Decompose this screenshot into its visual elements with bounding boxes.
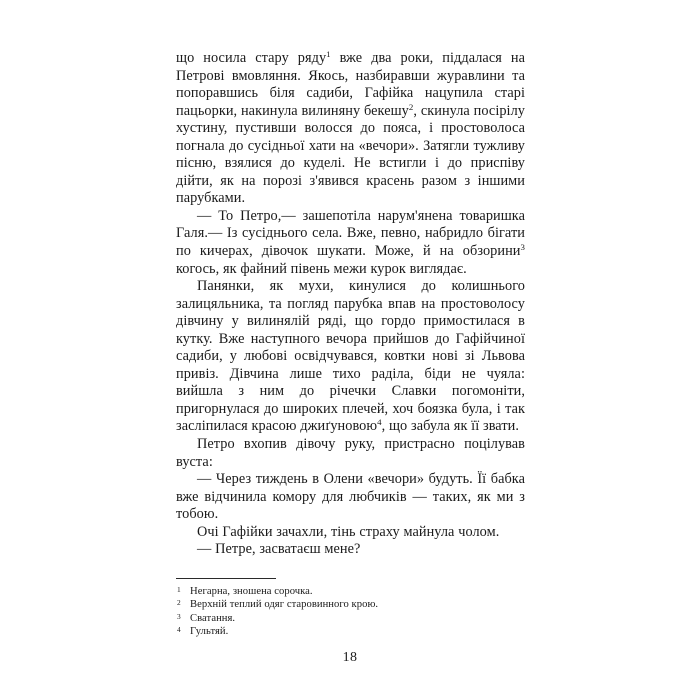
footnote-separator-rule bbox=[176, 578, 276, 579]
paragraph: — Через тиждень в Олени «вечори» будуть. Її бабка вже відчинила комору для любчиків — таких, як ми з тобою. bbox=[176, 471, 525, 523]
paragraph: — То Петро,— зашепотіла нарум'янена товаришка Галя.— Із сусіднього села. Вже, певно, набридло бігати по кичерах, дівочок шукати. Може, й на обзорини$^3$ когось, як файний півень межи курок виглядає. bbox=[176, 207, 525, 277]
footnote-marker: 4 bbox=[177, 625, 181, 635]
footnote-item bbox=[176, 598, 525, 611]
footnote-list bbox=[176, 585, 525, 639]
footnote-item bbox=[176, 612, 525, 625]
page-number: 18 bbox=[342, 650, 358, 665]
footnote-item bbox=[176, 585, 525, 598]
paragraph: Петро вхопив дівочу руку, пристрасно поцілував вуста: bbox=[176, 436, 525, 470]
footnote-marker: 1 bbox=[177, 584, 181, 594]
footnote-text: Верхній теплий одяг старовинного крою. bbox=[190, 599, 379, 611]
footnote-text: Гультяй. bbox=[190, 626, 229, 638]
footnote-item bbox=[176, 625, 525, 638]
footnote-marker: 2 bbox=[177, 598, 181, 608]
footnotes-block bbox=[176, 578, 525, 639]
footnote-marker: 3 bbox=[177, 611, 181, 621]
paragraph: що носила стару ряду$^1$ вже два роки, піддалася на Петрові вмовляння. Якось, назбиравши журавлини та попоравшись біля садиби, Гафійка нацупила старі пацьорки, накинула вилиняну бекешу$^2$, скинула посірілу хустину, пустивши волосся до пояса, і простоволоса погнала до сусідньої хати на «вечори». Затягли тужливу пісню, взялися до куделі. Не встигли і до приспіву дійти, як на порозі з'явився красень разом з іншими парубками. bbox=[176, 49, 525, 207]
paragraph: Очі Гафійки зачахли, тінь страху майнула чолом. bbox=[197, 523, 500, 540]
paragraph: — Петре, засватаєш мене? bbox=[197, 541, 361, 558]
body-text-column bbox=[176, 50, 525, 559]
paragraph: Панянки, як мухи, кинулися до колишнього залицяльника, та погляд парубка впав на простоволосу дівчину у вилинялій ряді, що гордо примостилася в кутку. Вже наступного вечора прийшов до Гафійчиної садиби, у любові освідчувався, ковтки нові зі Львова привіз. Дівчина лише тихо раділа, біди не чуяла: вийшла з ним до річечки Славки погомоніти, пригорнулася до широких плечей, хоч боязка була, і так засліпилася красою джиґуновою$^4$, що забула як її звати. bbox=[176, 278, 525, 435]
footnote-text: Негарна, зношена сорочка. bbox=[190, 586, 313, 597]
footnote-text: Сватання. bbox=[190, 612, 236, 624]
